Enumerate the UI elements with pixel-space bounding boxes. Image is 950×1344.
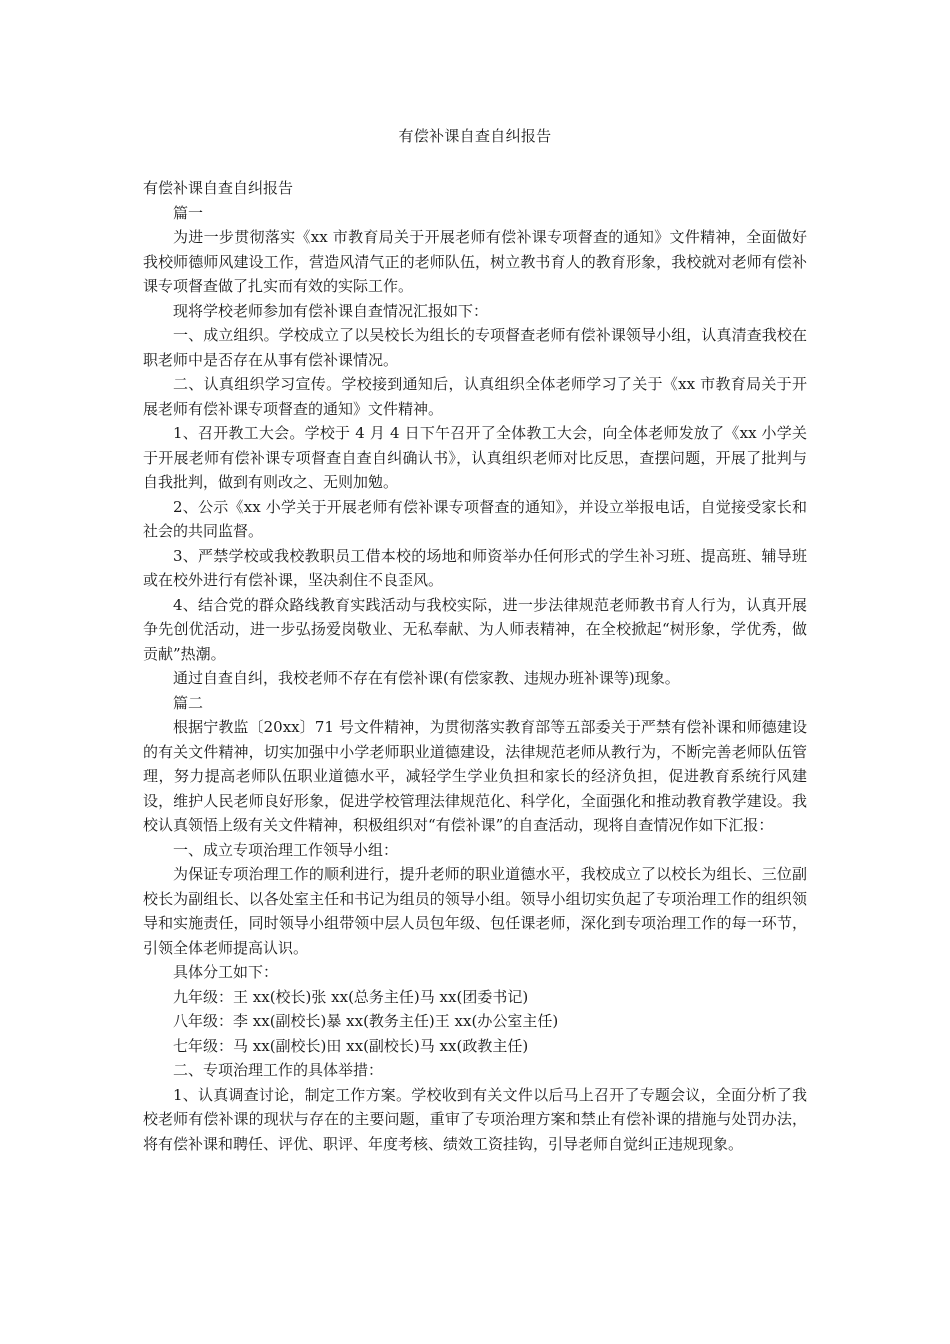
paragraph: 二、认真组织学习宣传。学校接到通知后，认真组织全体老师学习了关于《xx 市教育局关于开展老师有偿补课专项督查的通知》文件精神。 xyxy=(143,375,807,418)
paragraph: 3、严禁学校或我校教职员工借本校的场地和师资举办任何形式的学生补习班、提高班、辅导班或在校外进行有偿补课，坚决刹住不良歪风。 xyxy=(143,546,807,589)
paragraph: 现将学校老师参加有偿补课自查情况汇报如下： xyxy=(173,301,489,320)
paragraph: 1、召开教工大会。学校于 4 月 4 日下午召开了全体教工大会，向全体老师发放了《xx 小学关于开展老师有偿补课专项督查自查自纠确认书》，认真组织老师对比反思，查摆问题，开展了批判与自我批判，做到有则改之、无则加勉。 xyxy=(143,424,807,491)
assignment-line: 七年级：马 xx(副校长)田 xx(副校长)马 xx(政教主任) xyxy=(173,1036,529,1055)
assignment-line: 八年级：李 xx(副校长)暴 xx(教务主任)王 xx(办公室主任) xyxy=(173,1012,559,1030)
paragraph: 根据宁教监〔20xx〕71 号文件精神，为贯彻落实教育部等五部委关于严禁有偿补课和师德建设的有关文件精神，切实加强中小学老师职业道德建设，法律规范老师从教行为，不断完善老师队伍管理，努力提高老师队伍职业道德水平，减轻学生学业负担和家长的经济负担，促进教育系统行风建设，维护人民老师良好形象，促进学校管理法律规范化、科学化，全面强化和推动教育教学建设。我校认真领悟上级有关文件精神，积极组织对“有偿补课”的自查活动，现将自查情况作如下汇报： xyxy=(143,718,807,834)
paragraph: 一、成立组织。学校成立了以吴校长为组长的专项督查老师有偿补课领导小组，认真清查我校在职老师中是否存在从事有偿补课情况。 xyxy=(143,326,807,369)
document-title: 有偿补课自查自纠报告 xyxy=(398,127,552,145)
body-heading: 有偿补课自查自纠报告 xyxy=(143,179,294,197)
paragraph: 2、公示《xx 小学关于开展老师有偿补课专项督查的通知》，并设立举报电话，自觉接受家长和社会的共同监督。 xyxy=(143,497,807,540)
paragraph: 通过自查自纠，我校老师不存在有偿补课(有偿家教、违规办班补课等)现象。 xyxy=(173,669,680,687)
paragraph: 具体分工如下： xyxy=(173,963,279,981)
assignment-line: 九年级：王 xx(校长)张 xx(总务主任)马 xx(团委书记) xyxy=(173,987,529,1006)
section-label: 篇二 xyxy=(173,693,204,712)
document-body xyxy=(143,176,807,1156)
paragraph: 为进一步贯彻落实《xx 市教育局关于开展老师有偿补课专项督查的通知》文件精神，全面做好我校师德师风建设工作，营造风清气正的老师队伍，树立教书育人的教育形象，我校就对老师有偿补课专项督查做了扎实而有效的实际工作。 xyxy=(143,228,807,295)
paragraph: 4、结合党的群众路线教育实践活动与我校实际，进一步法律规范老师教书育人行为，认真开展争先创优活动，进一步弘扬爱岗敬业、无私奉献、为人师表精神，在全校掀起“树形象，学优秀，做贡献”热潮。 xyxy=(143,595,807,663)
paragraph: 二、专项治理工作的具体举措： xyxy=(173,1061,384,1079)
paragraph: 一、成立专项治理工作领导小组： xyxy=(173,840,399,859)
paragraph: 为保证专项治理工作的顺利进行，提升老师的职业道德水平，我校成立了以校长为组长、三位副校长为副组长、以各处室主任和书记为组员的领导小组。领导小组切实负起了专项治理工作的组织领导和实施责任，同时领导小组带领中层人员包年级、包任课老师，深化到专项治理工作的每一环节，引领全体老师提高认识。 xyxy=(143,865,807,957)
section-label: 篇一 xyxy=(173,203,204,222)
paragraph: 1、认真调查讨论，制定工作方案。学校收到有关文件以后马上召开了专题会议，全面分析了我校老师有偿补课的现状与存在的主要问题，重审了专项治理方案和禁止有偿补课的措施与处罚办法，将有偿补课和聘任、评优、职评、年度考核、绩效工资挂钩，引导老师自觉纠正违规现象。 xyxy=(143,1085,807,1153)
